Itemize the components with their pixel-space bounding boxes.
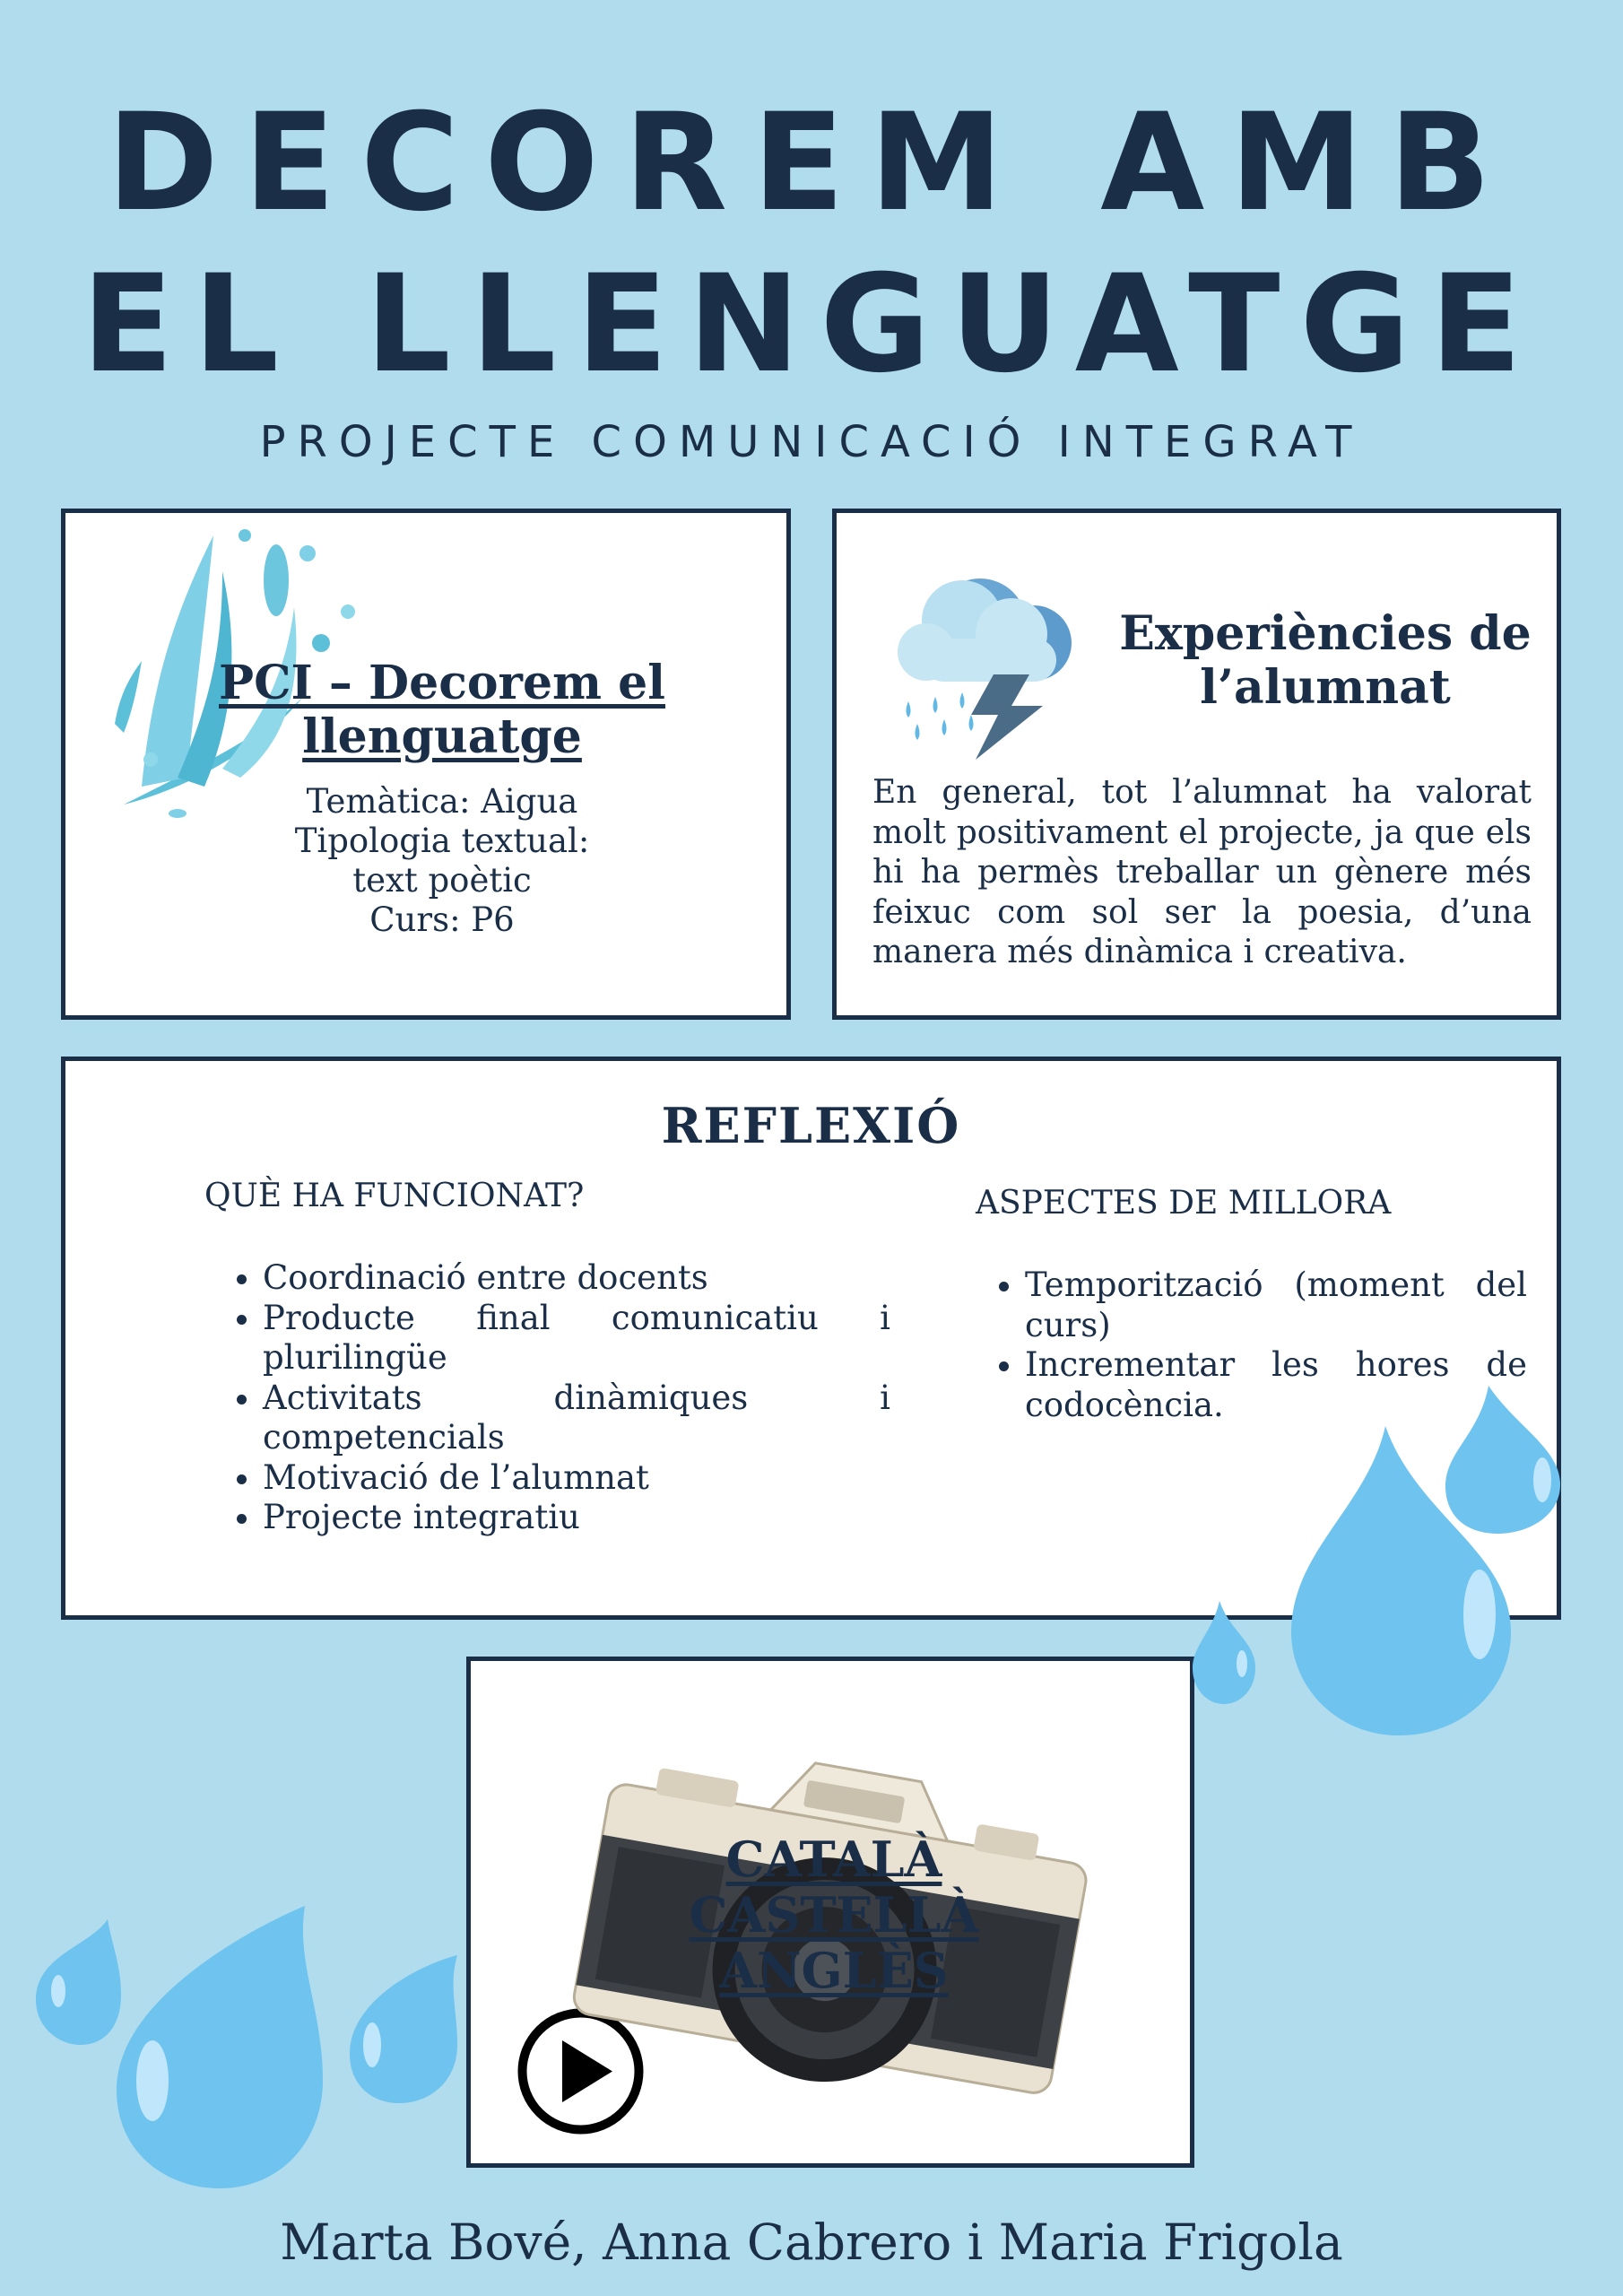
list-item: • Incrementar les hores de codocència.: [1025, 1345, 1527, 1425]
list-item: • Temporització (moment del curs): [1025, 1265, 1527, 1345]
pci-card: [61, 509, 791, 1020]
worked-list: [209, 1258, 890, 1538]
poster-title-line-1: DECOREM AMB: [107, 85, 1516, 241]
storm-cloud-icon: [886, 549, 1101, 764]
language-english: ANGLÈS: [719, 1942, 949, 1999]
pci-details: [191, 782, 693, 940]
poster-subtitle: PROJECTE COMUNICACIÓ INTEGRAT: [259, 417, 1364, 467]
pci-title: PCI – Decorem el llenguatge: [219, 656, 665, 764]
languages-list: [650, 1831, 1018, 1998]
list-item: • Activitats dinàmiques i competencials: [263, 1378, 890, 1458]
experiences-card: [832, 509, 1561, 1020]
pci-topic: Temàtica: Aigua: [306, 782, 578, 821]
list-item: • Motivació de l’alumnat: [263, 1458, 890, 1499]
poster-title-line-2: EL LLENGUATGE: [81, 247, 1542, 403]
pci-text-type-label: Tipologia textual:: [294, 822, 590, 860]
improve-heading: ASPECTES DE MILLORA: [976, 1185, 1392, 1222]
authors: Marta Bové, Anna Cabrero i Maria Frigola: [280, 2213, 1343, 2271]
list-item: • Producte final comunicatiu i plurilingüe: [263, 1299, 890, 1378]
video-card[interactable]: [466, 1657, 1194, 2168]
language-catalan: CATALÀ: [725, 1831, 942, 1888]
pci-course: Curs: P6: [369, 900, 515, 939]
pci-text-type: text poètic: [352, 861, 532, 900]
list-item: • Projecte integratiu: [263, 1498, 890, 1538]
reflection-title: REFLEXIÓ: [661, 1097, 961, 1154]
language-spanish: CASTELLÀ: [689, 1886, 979, 1944]
experiences-text: En general, tot l’alumnat ha valorat molt positivament el projecte, ja que els hi ha permès treballar un gènere més feixuc com sol ser la poesia, d’una manera més dinàmica i creativa.: [872, 774, 1532, 970]
water-drops-left-icon: [27, 1901, 475, 2197]
water-drops-right-icon: [1184, 1372, 1569, 1749]
list-item: • Coordinació entre docents: [263, 1258, 890, 1299]
experiences-title: Experiències de l’alumnat: [1119, 606, 1532, 715]
worked-heading: QUÈ HA FUNCIONAT?: [204, 1178, 585, 1214]
